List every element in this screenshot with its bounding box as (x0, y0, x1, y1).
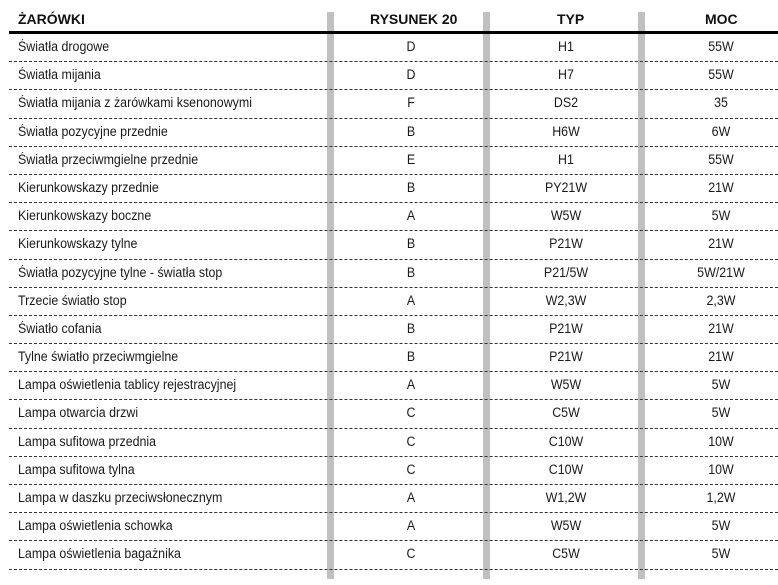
table-row (9, 400, 778, 428)
bulb-type-cell: W1,2W (545, 490, 587, 505)
header-zarowki: ŻARÓWKI (18, 11, 85, 27)
power-cell: 5W (711, 208, 731, 224)
figure-ref-cell: A (406, 208, 416, 224)
table-row (9, 372, 778, 400)
table-row (9, 175, 778, 203)
bulb-name-cell: Kierunkowskazy boczne (18, 208, 152, 224)
bulb-type-cell: PY21W (544, 179, 588, 195)
power-cell: 10W (708, 461, 734, 477)
bulb-type-cell: W2,3W (545, 292, 587, 308)
table-row (9, 429, 778, 457)
bulb-type-cell: H7 (558, 67, 574, 83)
bulb-type-cell: C5W (552, 546, 580, 562)
table-row (9, 260, 778, 288)
bulb-type-cell: H1 (558, 151, 574, 167)
bulb-name-cell: Światła przeciwmgielne przednie (18, 151, 199, 167)
figure-ref-cell: B (406, 264, 416, 280)
bulb-type-cell: H6W (552, 123, 580, 139)
table-row (9, 288, 778, 316)
figure-ref-cell: C (406, 461, 416, 477)
power-cell: 10W (708, 433, 734, 449)
figure-ref-cell: B (406, 320, 416, 336)
figure-ref-cell: C (406, 433, 416, 449)
bulb-type-cell: W5W (550, 208, 582, 224)
table-header (9, 0, 778, 34)
table-row (9, 34, 778, 62)
table-row (9, 344, 778, 372)
bulb-type-cell: W5W (550, 377, 582, 393)
bulb-name-cell: Tylne światło przeciwmgielne (18, 349, 179, 365)
bulb-name-cell: Światła drogowe (18, 39, 110, 54)
bulb-type-cell: P21W (549, 349, 583, 365)
table-body (9, 34, 778, 570)
power-cell: 5W (711, 518, 731, 534)
power-cell: 21W (708, 236, 734, 252)
figure-ref-cell: B (406, 123, 416, 139)
figure-ref-cell: E (406, 151, 416, 167)
table-row (9, 485, 778, 513)
power-cell: 21W (708, 320, 734, 336)
figure-ref-cell: A (406, 518, 416, 534)
bulb-type-cell: P21W (549, 236, 583, 252)
bulb-name-cell: Lampa oświetlenia tablicy rejestracyjnej (18, 377, 237, 393)
bulb-name-cell: Kierunkowskazy przednie (18, 179, 159, 195)
bulb-type-cell: DS2 (553, 95, 579, 111)
figure-ref-cell: C (406, 405, 416, 421)
figure-ref-cell: A (406, 292, 416, 308)
bulb-type-cell: C10W (548, 433, 584, 449)
figure-ref-cell: B (406, 349, 416, 365)
bulb-name-cell: Lampa oświetlenia bagażnika (18, 546, 181, 562)
header-rysunek: RYSUNEK 20 (370, 11, 458, 27)
figure-ref-cell: F (407, 95, 415, 111)
figure-ref-cell: D (406, 67, 416, 83)
power-cell: 5W (711, 377, 731, 393)
bulb-type-cell: P21W (549, 320, 583, 336)
bulb-type-cell: C5W (552, 405, 580, 421)
figure-ref-cell: A (406, 490, 416, 505)
power-cell: 1,2W (706, 490, 736, 505)
bulb-name-cell: Trzecie światło stop (18, 292, 127, 308)
power-cell: 5W (711, 405, 731, 421)
power-cell: 55W (708, 67, 734, 83)
bulb-name-cell: Światła mijania (18, 67, 101, 83)
table-row (9, 147, 778, 175)
table-row (9, 457, 778, 485)
table-row (9, 231, 778, 259)
power-cell: 35 (714, 95, 728, 111)
table-row (9, 62, 778, 90)
power-cell: 6W (711, 123, 731, 139)
bulb-name-cell: Światła mijania z żarówkami ksenonowymi (18, 95, 252, 111)
header-typ: TYP (557, 11, 585, 27)
table-row (9, 119, 778, 147)
bulb-name-cell: Światła pozycyjne tylne - światła stop (18, 264, 223, 280)
bulb-type-cell: P21/5W (543, 264, 589, 280)
bulb-name-cell: Lampa sufitowa tylna (18, 461, 135, 477)
figure-ref-cell: B (406, 236, 416, 252)
bulb-name-cell: Lampa otwarcia drzwi (18, 405, 139, 421)
figure-ref-cell: D (406, 39, 416, 54)
power-cell: 2,3W (706, 292, 736, 308)
header-moc: MOC (705, 11, 738, 27)
table-row (9, 316, 778, 344)
table-row (9, 90, 778, 118)
bulb-name-cell: Światło cofania (18, 320, 102, 336)
figure-ref-cell: A (406, 377, 416, 393)
bulb-type-cell: H1 (558, 39, 574, 54)
bulb-name-cell: Światła pozycyjne przednie (18, 123, 168, 139)
power-cell: 21W (708, 179, 734, 195)
figure-ref-cell: C (406, 546, 416, 562)
power-cell: 21W (708, 349, 734, 365)
bulb-type-cell: C10W (548, 461, 584, 477)
table-row (9, 541, 778, 569)
power-cell: 55W (708, 39, 734, 54)
figure-ref-cell: B (406, 179, 416, 195)
table-row (9, 513, 778, 541)
bulb-name-cell: Lampa sufitowa przednia (18, 433, 157, 449)
power-cell: 5W/21W (697, 264, 745, 280)
bulb-name-cell: Kierunkowskazy tylne (18, 236, 138, 252)
power-cell: 55W (708, 151, 734, 167)
table-row (9, 203, 778, 231)
bulb-type-cell: W5W (550, 518, 582, 534)
bulb-name-cell: Lampa w daszku przeciwsłonecznym (18, 490, 223, 505)
bulb-name-cell: Lampa oświetlenia schowka (18, 518, 173, 534)
power-cell: 5W (711, 546, 731, 562)
